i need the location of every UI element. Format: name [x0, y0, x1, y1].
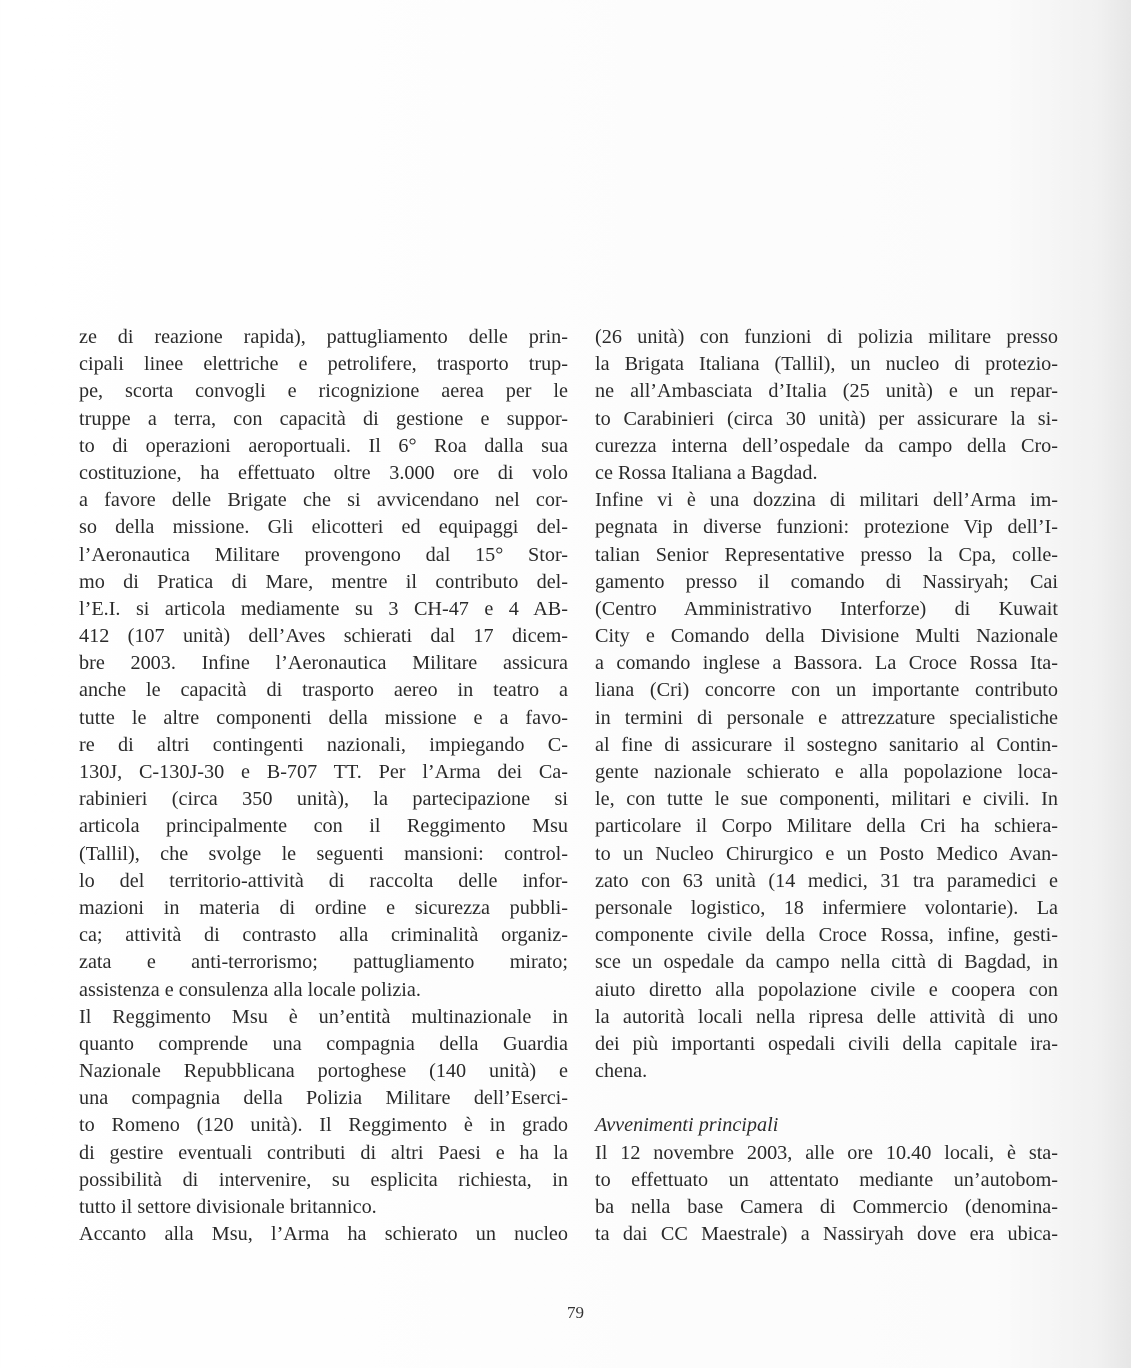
text-line: to un Nucleo Chirurgico e un Posto Medico Avan- — [595, 842, 1058, 865]
text-line: la Brigata Italiana (Tallil), un nucleo di protezio- — [595, 353, 1058, 376]
text-line: to di operazioni aeroportuali. Il 6° Roa dalla sua — [79, 434, 568, 457]
text-line: mazioni in materia di ordine e sicurezza pubbli- — [79, 896, 568, 919]
text-line: truppe a terra, con capacità di gestione e suppor- — [79, 407, 568, 430]
left-column — [79, 324, 568, 1248]
text-line: tutte le altre componenti della missione e a favo- — [79, 706, 568, 729]
text-line: a comando inglese a Bassora. La Croce Rossa Ita- — [595, 652, 1058, 675]
text-line: particolare il Corpo Militare della Cri ha schiera- — [595, 815, 1058, 838]
text-line: City e Comando della Divisione Multi Nazionale — [595, 625, 1058, 648]
text-line: quanto comprende una compagnia della Guardia — [79, 1032, 568, 1055]
text-line: personale logistico, 18 infermiere volontarie). La — [595, 896, 1058, 919]
text-line: cipali linee elettriche e petrolifere, trasporto trup- — [79, 353, 568, 376]
text-line: Il Reggimento Msu è un’entità multinazionale in — [79, 1005, 568, 1028]
text-line: 130J, C-130J-30 e B-707 TT. Per l’Arma dei Ca- — [79, 761, 568, 783]
text-line: sce un ospedale da campo nella città di Bagdad, in — [595, 951, 1058, 974]
text-line: le, con tutte le sue componenti, militari e civili. In — [595, 788, 1058, 811]
text-line: possibilità di intervenire, su esplicita richiesta, in — [79, 1168, 568, 1191]
text-line: rabinieri (circa 350 unità), la partecipazione si — [79, 788, 568, 811]
text-line: liana (Cri) concorre con un importante contributo — [595, 679, 1058, 702]
text-line: 412 (107 unità) dell’Aves schierati dal 17 dicem- — [79, 625, 568, 648]
text-line: costituzione, ha effettuato oltre 3.000 ore di volo — [79, 461, 568, 484]
text-line: ce Rossa Italiana a Bagdad. — [595, 461, 818, 484]
text-line: zata e anti-terrorismo; pattugliamento mirato; — [79, 951, 568, 974]
text-line: pegnata in diverse funzioni: protezione Vip dell’I- — [595, 516, 1058, 539]
text-line: ne all’Ambasciata d’Italia (25 unità) e un repar- — [595, 380, 1058, 403]
text-line: curezza interna dell’ospedale da campo della Cro- — [595, 434, 1058, 457]
text-line: in termini di personale e attrezzature specialistiche — [595, 706, 1058, 729]
text-line: (Tallil), che svolge le seguenti mansioni: control- — [79, 842, 568, 865]
text-line: mo di Pratica di Mare, mentre il contributo del- — [79, 570, 568, 593]
right-column — [595, 324, 1058, 1248]
text-line: to Carabinieri (circa 30 unità) per assicurare la si- — [595, 407, 1058, 430]
text-line: zato con 63 unità (14 medici, 31 tra paramedici e — [595, 869, 1058, 892]
text-line: re di altri contingenti nazionali, impiegando C- — [79, 733, 568, 756]
text-line: articola principalmente con il Reggimento Msu — [79, 815, 568, 838]
text-line: dei più importanti ospedali civili della capitale ira- — [595, 1032, 1058, 1055]
text-line: di gestire eventuali contributi di altri Paesi e ha la — [79, 1141, 568, 1164]
text-line: lo del territorio-attività di raccolta delle infor- — [79, 869, 568, 892]
text-line: al fine di assicurare il sostegno sanitario al Contin- — [595, 733, 1058, 756]
text-line: gamento presso il comando di Nassiryah; Cai — [595, 570, 1058, 593]
text-line: aiuto diretto alla popolazione civile e coopera con — [595, 978, 1058, 1001]
section-heading: Avvenimenti principali — [595, 1114, 779, 1137]
text-line: (Centro Amministrativo Interforze) di Kuwait — [595, 597, 1058, 620]
text-line: pe, scorta convogli e ricognizione aerea per le — [79, 380, 568, 403]
text-line: bre 2003. Infine l’Aeronautica Militare assicura — [79, 652, 568, 675]
text-line: componente civile della Croce Rossa, infine, gesti- — [595, 924, 1058, 947]
text-line: Il 12 novembre 2003, alle ore 10.40 locali, è sta- — [595, 1141, 1058, 1164]
page-number: 79 — [567, 1303, 584, 1322]
text-line: Accanto alla Msu, l’Arma ha schierato un nucleo — [79, 1223, 568, 1246]
text-line: ca; attività di contrasto alla criminalità organiz- — [79, 924, 568, 947]
text-line: una compagnia della Polizia Militare dell’Eserci- — [79, 1087, 568, 1110]
text-line: to effettuato un attentato mediante un’autobom- — [595, 1168, 1058, 1191]
text-line: so della missione. Gli elicotteri ed equipaggi del- — [79, 516, 568, 539]
paragraph-spacer — [595, 1085, 1058, 1112]
text-line: talian Senior Representative presso la Cpa, colle- — [595, 543, 1058, 566]
text-line: to Romeno (120 unità). Il Reggimento è in grado — [79, 1114, 568, 1137]
text-line: l’Aeronautica Militare provengono dal 15° Stor- — [79, 543, 568, 566]
text-line: a favore delle Brigate che si avvicendano nel cor- — [79, 489, 568, 512]
text-line: ba nella base Camera di Commercio (denomina- — [595, 1196, 1058, 1218]
text-line: tutto il settore divisionale britannico. — [79, 1196, 377, 1218]
text-line: anche le capacità di trasporto aereo in teatro a — [79, 679, 568, 702]
text-line: ta dai CC Maestrale) a Nassiryah dove era ubica- — [595, 1223, 1058, 1246]
text-line: assistenza e consulenza alla locale polizia. — [79, 978, 421, 1001]
text-line: (26 unità) con funzioni di polizia militare presso — [595, 326, 1058, 348]
text-line: la autorità locali nella ripresa delle attività di uno — [595, 1005, 1058, 1028]
text-line: ze di reazione rapida), pattugliamento delle prin- — [79, 326, 568, 348]
text-line: Infine vi è una dozzina di militari dell’Arma im- — [595, 489, 1058, 512]
text-line: chena. — [595, 1060, 648, 1083]
text-line: l’E.I. si articola mediamente su 3 CH-47 e 4 AB- — [79, 597, 568, 620]
text-line: Nazionale Repubblicana portoghese (140 unità) e — [79, 1060, 568, 1083]
text-line: gente nazionale schierato e alla popolazione loca- — [595, 761, 1058, 783]
